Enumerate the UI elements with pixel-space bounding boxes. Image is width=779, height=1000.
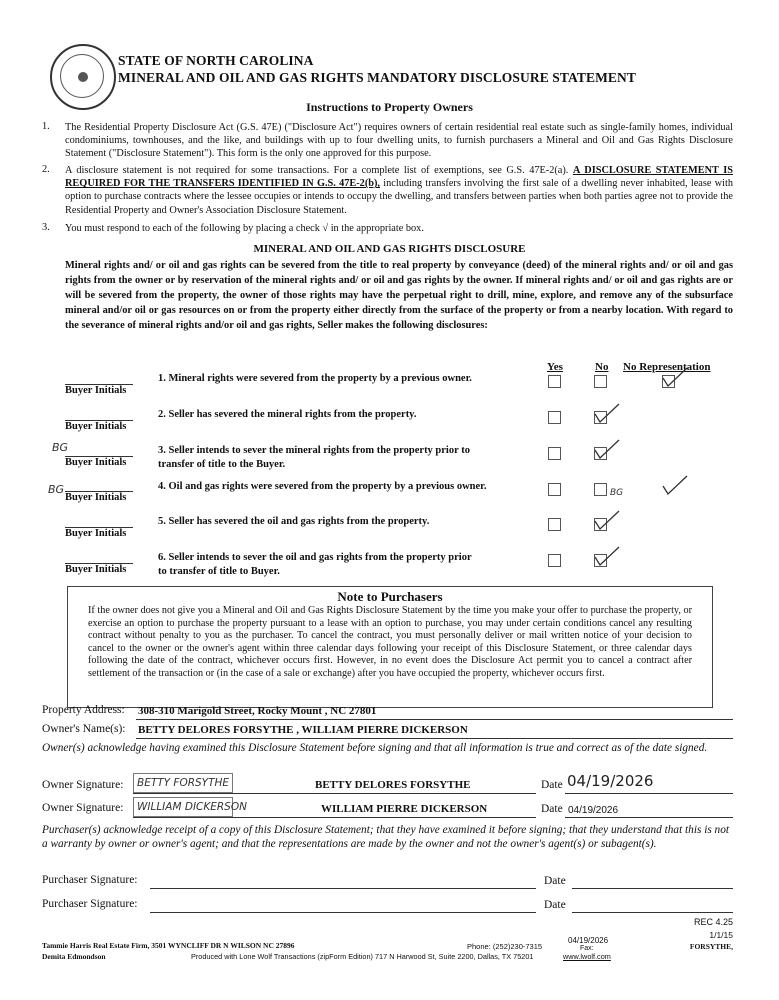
question-line: 1. Mineral rights were severed from the property by a previous owner. [158, 373, 472, 384]
date-label: Date [541, 803, 563, 815]
buyer-initials-label: Buyer Initials [65, 564, 127, 575]
instruction-number: 2. [42, 164, 50, 175]
buyer-initials-label: Buyer Initials [65, 457, 127, 468]
buyer-initials-line[interactable] [65, 515, 133, 528]
checkbox-yes[interactable] [548, 518, 561, 531]
date-line [565, 816, 733, 818]
handwritten-initials: BG [48, 483, 65, 496]
form-revision-date: 1/1/15 [709, 930, 733, 940]
purchaser-signature-label: Purchaser Signature: [42, 874, 138, 886]
instruction-number: 3. [42, 222, 50, 233]
date-label: Date [544, 899, 566, 911]
buyer-initials-line[interactable] [65, 479, 133, 492]
form-title-state: STATE OF NORTH CAROLINA [118, 53, 314, 68]
owner-printed-name-2: WILLIAM PIERRE DICKERSON [321, 803, 488, 815]
owner-signature-label: Owner Signature: [42, 779, 124, 791]
owners-name-line [136, 737, 733, 739]
buyer-initials-label: Buyer Initials [65, 492, 127, 503]
signature-line [133, 816, 536, 818]
checkbox-yes[interactable] [548, 447, 561, 460]
owners-name-value[interactable]: BETTY DELORES FORSYTHE , WILLIAM PIERRE DICKERSON [138, 724, 468, 736]
owner-acknowledgement: Owner(s) acknowledge having examined this Disclosure Statement before signing and that all information is true and correct as of the date signed. [42, 742, 708, 754]
column-no: No [595, 361, 609, 373]
checkbox-yes[interactable] [548, 483, 561, 496]
buyer-initials-line[interactable] [65, 444, 133, 457]
fax-label: Fax: [580, 945, 594, 952]
question-text [158, 408, 416, 422]
property-address-line [136, 718, 733, 720]
question-text [158, 372, 472, 386]
question-text [158, 551, 472, 579]
file-name: FORSYTHE, [689, 942, 733, 951]
buyer-initials-label: Buyer Initials [65, 421, 127, 432]
checkmark-icon [593, 402, 621, 424]
note-body: If the owner does not give you a Mineral and Oil and Gas Rights Disclosure Statement by the time you make your offer to purchase the property, or exercise an option to purchase the property pursuant to a lease with an option to purchase, you may under certain conditions cancel any resulting contract without penalty to you as the purchaser. To cancel the contract, you must personally deliver or mail written notice of your decision to cancel to the owner or the owner's agent within three calendar days following your receipt of this Disclosure Statement, or three calendar days following the date of the contract, whichever occurs first. However, in no event does the Disclosure Act permit you to cancel a contract after settlement of the transaction or (in the case of a sale or exchange) after you have occupied the property, whichever occurs first. [88, 605, 692, 679]
checkbox-no[interactable] [594, 375, 607, 388]
question-line-continued: transfer of title to the Buyer. [158, 459, 286, 470]
handwritten-initials: BG [52, 441, 69, 454]
checkmark-icon [661, 474, 689, 496]
buyer-initials-label: Buyer Initials [65, 385, 127, 396]
date-label: Date [544, 875, 566, 887]
produced-with: Produced with Lone Wolf Transactions (zipForm Edition) 717 N Harwood St, Suite 2200, Dallas, TX 75201 [191, 952, 534, 961]
form-title-main: MINERAL AND OIL AND GAS RIGHTS MANDATORY DISCLOSURE STATEMENT [118, 70, 636, 85]
buyer-initials-line[interactable] [65, 408, 133, 421]
checkbox-yes[interactable] [548, 411, 561, 424]
question-line-continued: to transfer of title to Buyer. [158, 566, 280, 577]
agent-name: Demita Edmondson [42, 952, 106, 961]
instructions-heading: Instructions to Property Owners [306, 100, 473, 114]
checkbox-yes[interactable] [548, 554, 561, 567]
required-transfers-emphasis: A DISCLOSURE STATEMENT IS REQUIRED FOR THE TRANSFERS IDENTIFIED IN G.S. 47E-2(b), [65, 165, 733, 190]
stamp-date: 04/19/2026 [568, 936, 609, 945]
checkmark-icon [593, 509, 621, 531]
property-address-value[interactable]: 308-310 Marigold Street, Rocky Mount , NC 27801 [138, 705, 377, 717]
lwolf-link[interactable]: www.lwolf.com [563, 952, 611, 961]
question-line: 6. Seller intends to sever the oil and gas rights from the property prior [158, 552, 472, 563]
disclosure-heading: MINERAL AND OIL AND GAS RIGHTS DISCLOSURE [253, 243, 526, 255]
property-address-label: Property Address: [42, 704, 125, 716]
signature-line [133, 792, 536, 794]
instruction-number: 1. [42, 121, 50, 132]
owner-date-1-handwritten[interactable]: 04/19/2026 [567, 772, 654, 790]
owner-date-2[interactable]: 04/19/2026 [568, 805, 619, 816]
date-label: Date [541, 779, 563, 791]
purchaser-signature-1-line[interactable] [150, 887, 536, 889]
purchaser-signature-label: Purchaser Signature: [42, 898, 138, 910]
checkbox-no[interactable] [594, 483, 607, 496]
question-line: 3. Seller intends to sever the mineral rights from the property prior to [158, 445, 470, 456]
owner-signature-label: Owner Signature: [42, 802, 124, 814]
column-yes: Yes [547, 361, 563, 373]
owner-signature-1[interactable]: BETTY FORSYTHE [133, 773, 233, 793]
checkbox-yes[interactable] [548, 375, 561, 388]
note-to-purchasers-box [67, 586, 713, 708]
question-text [158, 480, 487, 494]
instruction-3-text: You must respond to each of the following by placing a check √ in the appropriate box. [65, 223, 424, 234]
purchaser-signature-2-line[interactable] [150, 911, 536, 913]
question-text [158, 444, 470, 472]
purchaser-date-1-line[interactable] [572, 887, 733, 889]
disclosure-intro: Mineral rights and/ or oil and gas rights can be severed from the title to real property by conveyance (deed) of the mineral rights and/ or oil and gas rights from the owner or by reservation of the mineral rights and/ or oil and gas rights by the owner. If mineral rights and/ or oil and gas rights are or will be severed from the property, the owner of those rights may have the perpetual right to drill, mine, explore, and remove any of the subsurface mineral and/or oil or gas resources on or from the property either directly from the surface of the property or from a nearby location. With regard to the severance of mineral rights and/or oil and gas rights, Seller makes the following disclosures: [65, 260, 733, 331]
date-line [565, 792, 733, 794]
owners-name-label: Owner's Name(s): [42, 723, 126, 735]
buyer-initials-line[interactable] [65, 551, 133, 564]
note-title: Note to Purchasers [337, 589, 443, 604]
form-code: REC 4.25 [693, 917, 733, 927]
checkmark-icon [593, 438, 621, 460]
handwritten-initials: BG [610, 488, 624, 498]
buyer-initials-line[interactable] [65, 372, 133, 385]
instruction-2-text: A disclosure statement is not required for some transactions. For a complete list of exemptions, see G.S. 47E-2(a). A DISCLOSURE STATEMENT IS REQUIRED FOR THE TRANSFERS IDENTIFIED IN G.S. 47E-2(b), including transfers involving the first sale of a dwelling never inhabited, lease with option to purchase contracts where the lessee occupies or intends to occupy the dwelling, and transfers between parties when both parties agree not to provide the Residential Property and Owner's Association Disclosure Statement. [65, 165, 733, 216]
owner-signature-2[interactable]: WILLIAM DICKERSON [133, 797, 233, 817]
column-no-representation: No Representation [623, 361, 711, 373]
buyer-initials-label: Buyer Initials [65, 528, 127, 539]
checkmark-icon [593, 545, 621, 567]
purchaser-acknowledgement: Purchaser(s) acknowledge receipt of a copy of this Disclosure Statement; that they have examined it before signing; that they understand that this is not a warranty by owner or owner's agent; and that the representations are made by the owner and not the owner's agent(s) or subagent(s). [42, 824, 729, 850]
checkmark-icon [661, 366, 689, 388]
purchaser-date-2-line[interactable] [572, 911, 733, 913]
instruction-1-text: The Residential Property Disclosure Act (G.S. 47E) ("Disclosure Act") requires owners of certain residential real estate such as single-family homes, individual condominiums, townhouses, and the like, and buildings with up to four dwelling units, to furnish purchasers a Mineral and Oil and Gas Rights Disclosure Statement ("Disclosure Statement"). This form is the only one approved for this purpose. [65, 122, 733, 160]
question-line: 5. Seller has severed the oil and gas rights from the property. [158, 516, 430, 527]
question-line: 2. Seller has severed the mineral rights from the property. [158, 409, 417, 420]
phone-number: Phone: (252)230-7315 [467, 942, 543, 951]
question-text [158, 515, 429, 529]
firm-info: Tammie Harris Real Estate Firm, 3501 WYNCLIFF DR N WILSON NC 27896 [42, 941, 295, 950]
owner-printed-name-1: BETTY DELORES FORSYTHE [315, 779, 471, 791]
question-line: 4. Oil and gas rights were severed from the property by a previous owner. [158, 481, 487, 492]
